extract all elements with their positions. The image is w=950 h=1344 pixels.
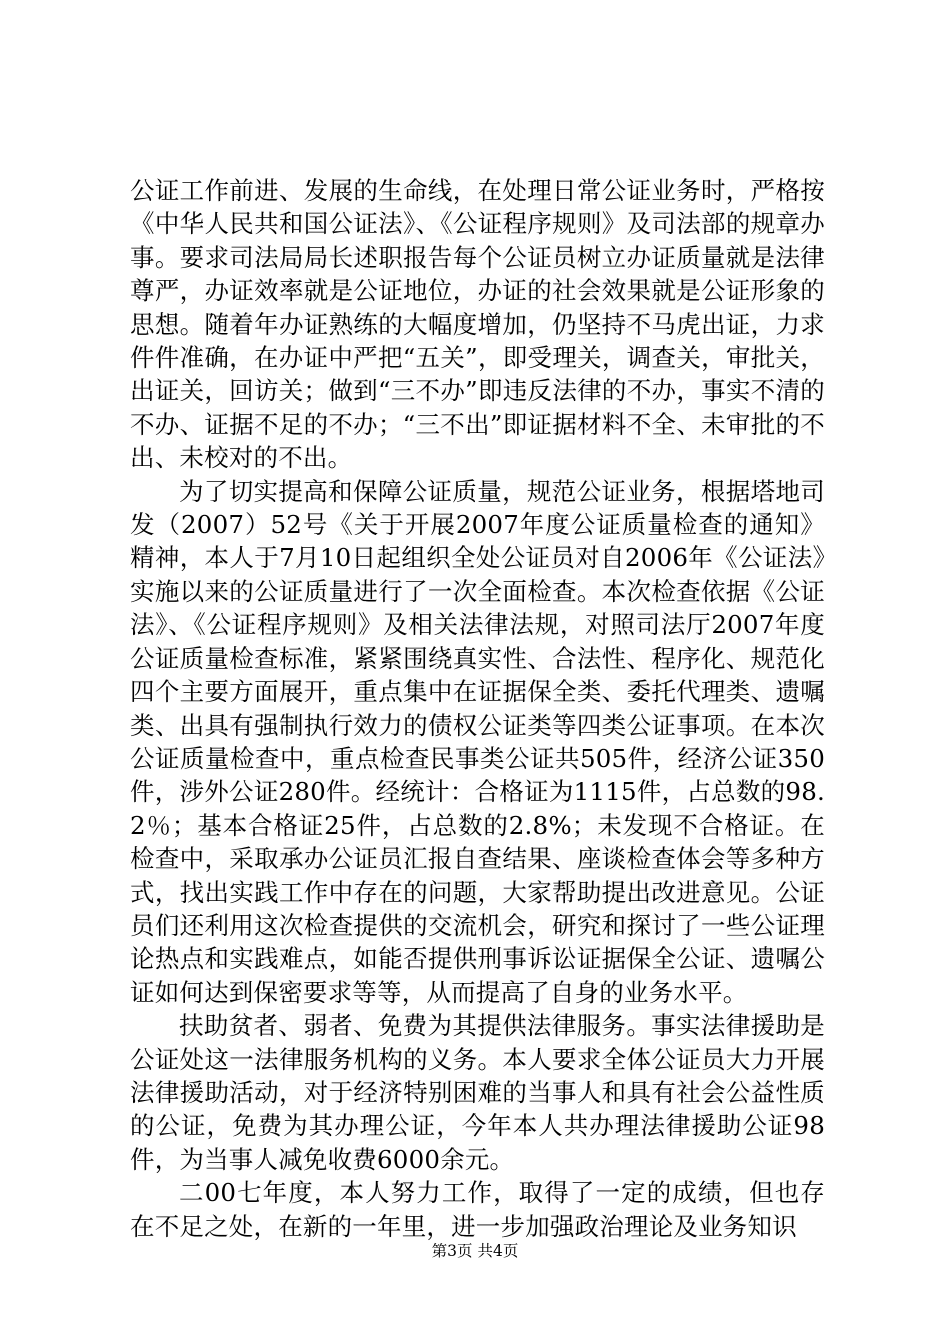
document-body [130, 174, 825, 1243]
page-number-footer: 第3页 共4页 [431, 1242, 519, 1260]
paragraph-quality-inspection: 为了切实提高和保障公证质量，规范公证业务，根据塔地司发（2007）52号《关于开展2007年度公证质量检查的通知》精神，本人于7月10日起组织全处公证员对自2006年《公证法》实施以来的公证质量进行了一次全面检查。本次检查依据《公证法》、《公证程序规则》及相关法律法规，对照司法厅2007年度公证质量检查标准，紧紧围绕真实性、合法性、程序化、规范化四个主要方面展开，重点集中在证据保全类、委托代理类、遗嘱类、出具有强制执行效力的债权公证类等四类公证事项。在本次公证质量检查中，重点检查民事类公证共505件，经济公证350件，涉外公证280件。经统计：合格证为1115件，占总数的98.2％；基本合格证25件，占总数的2.8%；未发现不合格证。在检查中，采取承办公证员汇报自查结果、座谈检查体会等多种方式，找出实践工作中存在的问题，大家帮助提出改进意见。公证员们还利用这次检查提供的交流机会，研究和探讨了一些公证理论热点和实践难点，如能否提供刑事诉讼证据保全公证、遗嘱公证如何达到保密要求等等，从而提高了自身的业务水平。 [130, 476, 825, 1007]
paragraph-summary: 二00七年度，本人努力工作，取得了一定的成绩，但也存在不足之处，在新的一年里，进一步加强政治理论及业务知识 [130, 1178, 825, 1241]
paragraph-legal-aid: 扶助贫者、弱者、免费为其提供法律服务。事实法律援助是公证处这一法律服务机构的义务。本人要求全体公证员大力开展法律援助活动，对于经济特别困难的当事人和具有社会公益性质的公证，免费为其办理公证，今年本人共办理法律援助公证98件，为当事人减免收费6000余元。 [130, 1011, 825, 1174]
paragraph-continuation: 公证工作前进、发展的生命线，在处理日常公证业务时，严格按《中华人民共和国公证法》、《公证程序规则》及司法部的规章办事。要求司法局局长述职报告每个公证员树立办证质量就是法律尊严，办证效率就是公证地位，办证的社会效果就是公证形象的思想。随着年办证熟练的大幅度增加，仍坚持不马虎出证，力求件件准确，在办证中严把“五关”，即受理关，调查关，审批关，出证关，回访关；做到“三不办”即违反法律的不办，事实不清的不办、证据不足的不办；“三不出”即证据材料不全、未审批的不出、未校对的不出。 [130, 176, 825, 473]
